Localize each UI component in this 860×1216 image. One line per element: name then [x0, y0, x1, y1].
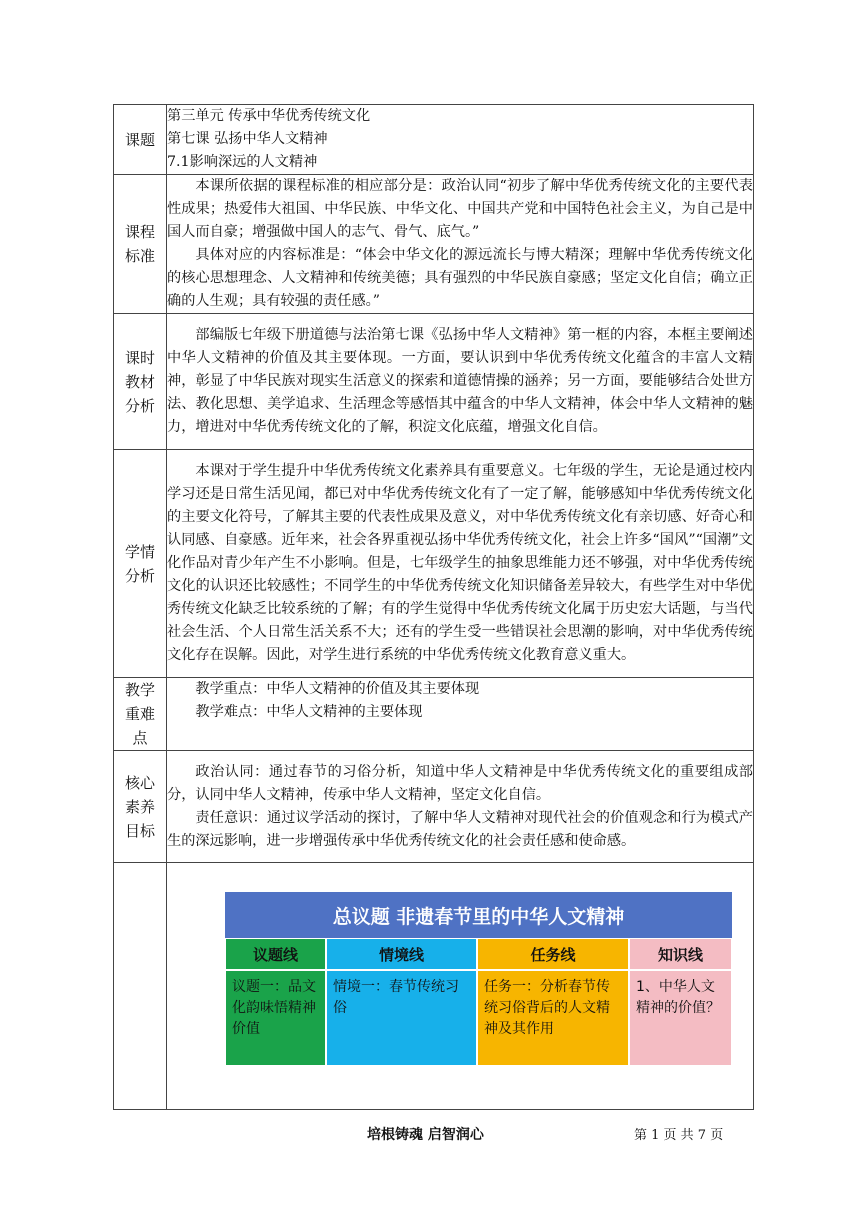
header-knowledge-line: 知识线: [629, 938, 732, 970]
paragraph: 具体对应的内容标准是：“体会中华文化的源远流长与博大精深；理解中华优秀传统文化的核心思想理念、人文精神和传统美德；具有强烈的中华民族自豪感；坚定文化自信；确立正确的人生观；具有较强的责任感。”: [167, 247, 753, 309]
cell-knowledge: 1、中华人文精神的价值？: [629, 970, 732, 1066]
section-title: 7.1影响深远的人文精神: [167, 154, 318, 170]
row-textbook-analysis: [114, 314, 754, 450]
cell-task: 任务一：分析春节传统习俗背后的人文精神及其作用: [477, 970, 629, 1066]
row-label-textbook-analysis: 课时教材分析: [114, 314, 167, 450]
paragraph: 责任意识：通过议学活动的探讨，了解中华人文精神对现代社会的价值观念和行为模式产生的深远影响，进一步增强传承中华优秀传统文化的社会责任感和使命感。: [167, 809, 753, 849]
curriculum-standard-content: [167, 175, 754, 314]
unit-title: 第三单元 传承中华优秀传统文化: [167, 108, 371, 124]
row-label-topic: 课题: [114, 105, 167, 175]
row-label-student-analysis: 学情分析: [114, 450, 167, 678]
student-analysis-content: [167, 450, 754, 678]
paragraph: 政治认同：通过春节的习俗分析，知道中华人文精神是中华优秀传统文化的重要组成部分，认同中华人文精神，传承中华人文精神，坚定文化自信。: [167, 763, 753, 803]
header-context-line: 情境线: [326, 938, 477, 970]
row-label-curriculum-standard: 课程标准: [114, 175, 167, 314]
diagram-cell: [167, 863, 754, 1110]
textbook-analysis-content: [167, 314, 754, 450]
paragraph: 部编版七年级下册道德与法治第七课《弘扬中华人文精神》第一框的内容，本框主要阐述中华人文精神的价值及其主要体现。一方面，要认识到中华优秀传统文化蕴含的丰富人文精神，彰显了中华民族对现实生活意义的探索和道德情操的涵养；另一方面，要能够结合处世方法、教化思想、美学追求、生活理念等感悟其中蕴含的中华人文精神，体会中华人文精神的魅力，增进对中华优秀传统文化的了解，积淀文化底蕴，增强文化自信。: [167, 327, 753, 435]
cell-context: 情境一：春节传统习俗: [326, 970, 477, 1066]
row-key-points: [114, 678, 754, 751]
cell-issue: 议题一：品文化韵味悟精神价值: [225, 970, 326, 1066]
row-diagram: [114, 863, 754, 1110]
row-curriculum-standard: [114, 175, 754, 314]
paragraph: 本课所依据的课程标准的相应部分是：政治认同“初步了解中华优秀传统文化的主要代表性成果；热爱伟大祖国、中华民族、中华文化、中国共产党和中国特色社会主义，为自己是中国人而自豪；增强做中国人的志气、骨气、底气。”: [167, 178, 753, 240]
issue-framework-diagram: [225, 892, 732, 1066]
row-student-analysis: [114, 450, 754, 678]
header-row: [114, 105, 754, 175]
diagram-header-row: [225, 938, 732, 970]
key-points-content: [167, 678, 754, 751]
footer-motto: 培根铸魂 启智润心: [367, 1127, 484, 1143]
row-core-literacy: [114, 751, 754, 863]
core-literacy-content: [167, 751, 754, 863]
paragraph: 本课对于学生提升中华优秀传统文化素养具有重要意义。七年级的学生，无论是通过校内学习还是日常生活见闻，都已对中华优秀传统文化有了一定了解，能够感知中华优秀传统文化的主要文化符号，了解其主要的代表性成果及意义，对中华优秀传统文化有亲切感、好奇心和认同感、自豪感。近年来，社会各界重视弘扬中华优秀传统文化，社会上许多“国风”“国潮”文化作品对青少年产生不小影响。但是，七年级学生的抽象思维能力还不够强，对中华优秀传统文化的认识还比较感性；不同学生的中华优秀传统文化知识储备差异较大，有些学生对中华优秀传统文化缺乏比较系统的了解；有的学生觉得中华优秀传统文化属于历史宏大话题，与当代社会生活、个人日常生活关系不大；还有的学生受一些错误社会思潮的影响，对中华优秀传统文化存在误解。因此，对学生进行系统的中华优秀传统文化教育意义重大。: [167, 463, 753, 663]
header-task-line: 任务线: [477, 938, 629, 970]
lesson-title-block: [167, 105, 754, 175]
row-label-core-literacy: 核心素养目标: [114, 751, 167, 863]
empty-label-cell: [114, 863, 167, 1110]
page-number: 第 1 页 共 7 页: [634, 1128, 724, 1143]
lesson-title: 第七课 弘扬中华人文精神: [167, 131, 328, 147]
header-issue-line: 议题线: [225, 938, 326, 970]
paragraph: 教学重点：中华人文精神的价值及其主要体现: [195, 681, 480, 697]
lesson-plan-table: [113, 104, 754, 1110]
row-label-key-points: 教学重难点: [114, 678, 167, 751]
paragraph: 教学难点：中华人文精神的主要体现: [195, 704, 423, 720]
diagram-body-row: [225, 970, 732, 1066]
diagram-title: 总议题 非遗春节里的中华人文精神: [225, 892, 732, 938]
